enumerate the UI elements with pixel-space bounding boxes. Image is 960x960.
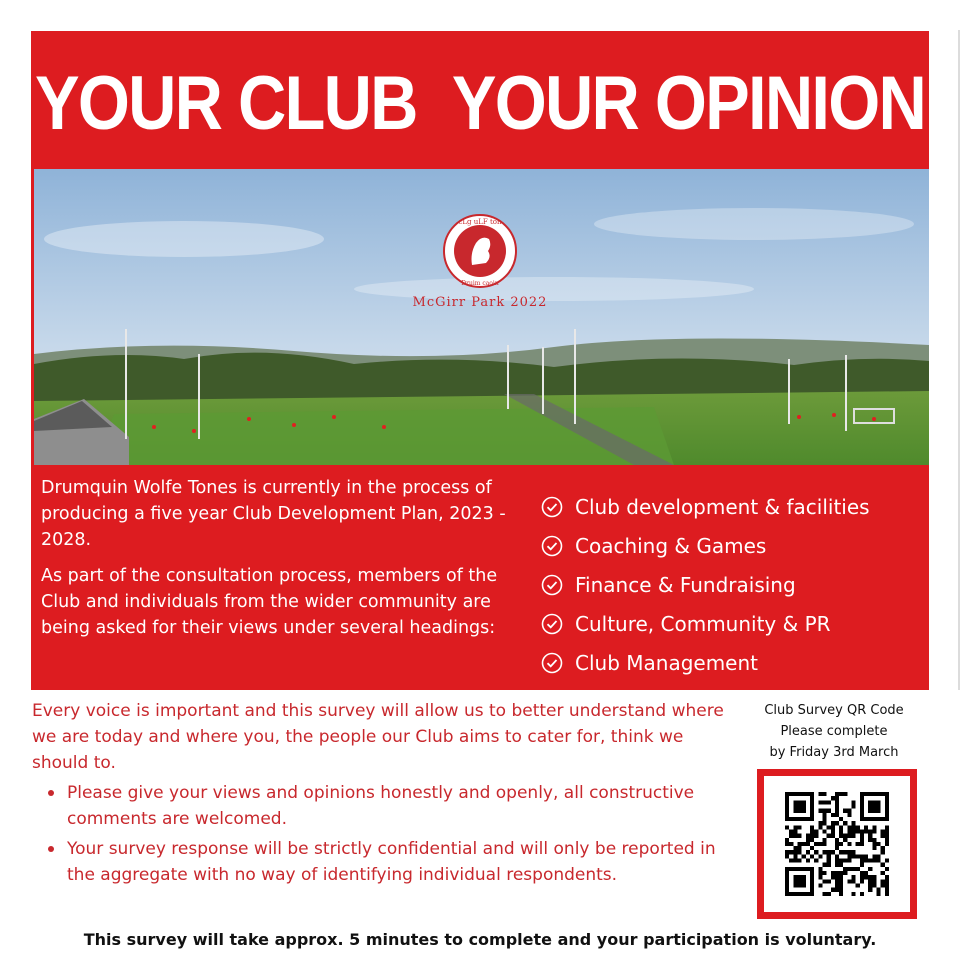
qr-caption: [745, 700, 923, 763]
body-intro: Every voice is important and this survey will allow us to better understand where we are today and where you, the people our Club aims to cater for, think we should to.: [32, 701, 724, 773]
heading-label: Club development & facilities: [575, 494, 870, 519]
check-circle-icon: [541, 574, 563, 596]
heading-label: Coaching & Games: [575, 533, 767, 558]
qr-code-frame: [757, 769, 917, 919]
check-circle-icon: [541, 613, 563, 635]
bullet-item: Please give your views and opinions honestly and openly, all constructive comments are welcomed.: [32, 780, 732, 832]
intro-paragraph-2: As part of the consultation process, members of the Club and individuals from the wider community are being asked for their views under several headings:: [41, 566, 498, 638]
headline-your-opinion: YOUR OPINION: [451, 61, 926, 146]
qr-caption-line: Please complete: [780, 724, 888, 739]
intro-paragraph-1: Drumquin Wolfe Tones is currently in the process of producing a five year Club Development Plan, 2023 - 2028.: [41, 478, 506, 550]
survey-headings-list: [541, 487, 921, 682]
heading-label: Finance & Fundraising: [575, 572, 796, 597]
intro-text: [41, 475, 531, 651]
heading-item: [541, 643, 921, 682]
crest-text-top: cLg uLF tón: [458, 218, 502, 226]
headline-your-club: YOUR CLUB: [34, 61, 417, 146]
qr-caption-line: Club Survey QR Code: [764, 703, 904, 718]
check-circle-icon: [541, 496, 563, 518]
heading-item: [541, 565, 921, 604]
heading-label: Club Management: [575, 650, 758, 675]
club-crest-icon: [442, 213, 518, 289]
heading-item: [541, 526, 921, 565]
poster-headline: [34, 41, 926, 166]
survey-bullets: [32, 780, 732, 888]
bullet-item: Your survey response will be strictly confidential and will only be reported in the aggregate with no way of identifying individual respondents.: [32, 836, 732, 888]
check-circle-icon: [541, 652, 563, 674]
survey-body-text: [32, 698, 732, 892]
mcgirr-park-photo: [34, 169, 929, 465]
photo-caption: McGirr Park 2022: [412, 295, 548, 310]
heading-item: [541, 604, 921, 643]
poster-red-panel: [31, 31, 929, 690]
check-circle-icon: [541, 535, 563, 557]
qr-caption-line: by Friday 3rd March: [769, 745, 899, 760]
qr-code-icon[interactable]: [785, 792, 889, 896]
heading-item: [541, 487, 921, 526]
heading-label: Culture, Community & PR: [575, 611, 831, 636]
crest-text-bottom: Druim caoin: [461, 280, 499, 287]
footer-note: This survey will take approx. 5 minutes to complete and your participation is voluntary.: [83, 930, 877, 949]
